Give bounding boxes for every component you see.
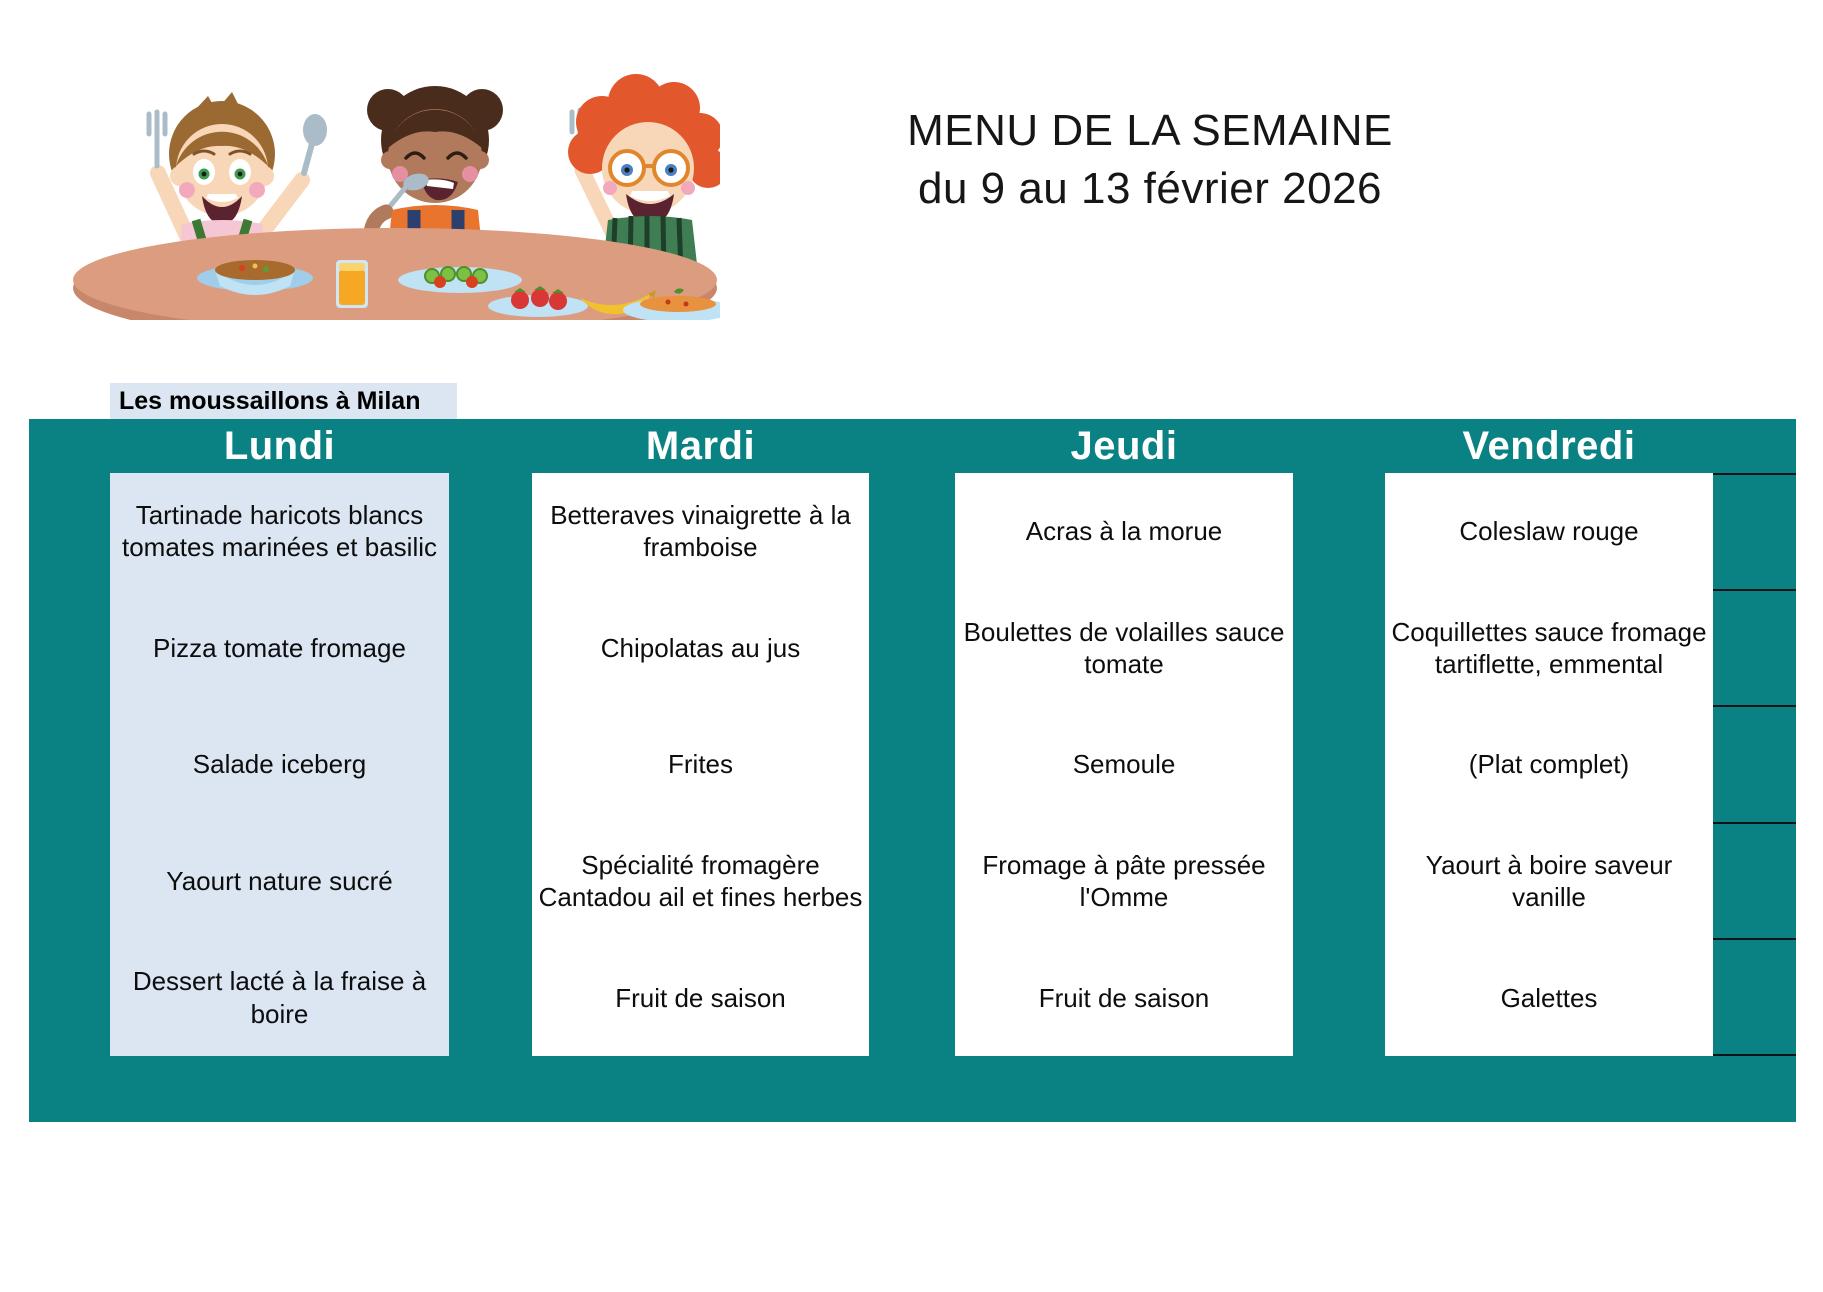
- day-card-mardi: [532, 473, 869, 1056]
- menu-item: Semoule: [1072, 749, 1176, 780]
- menu-item: Salade iceberg: [192, 749, 367, 780]
- menu-item: Betteraves vinaigrette à la framboise: [550, 500, 851, 563]
- menu-item: Fruit de saison: [615, 982, 786, 1013]
- menu-item: Tartinade haricots blancs tomates marinées et basilic: [121, 500, 438, 563]
- menu-item: Acras à la morue: [1025, 516, 1223, 547]
- day-card-vendredi: [1385, 473, 1713, 1056]
- menu-item: Yaourt nature sucré: [166, 865, 393, 896]
- side-row-cell: [1713, 473, 1796, 589]
- day-card-jeudi: [955, 473, 1293, 1056]
- day-header-vendredi: Vendredi: [1462, 423, 1636, 468]
- children-eating-illustration: [70, 48, 720, 320]
- side-row-cell: [1713, 589, 1796, 705]
- menu-item: Dessert lacté à la fraise à boire: [132, 966, 427, 1029]
- side-row-cell: [1713, 822, 1796, 938]
- page-title: [880, 102, 1420, 218]
- menu-item: Coquillettes sauce fromage tartiflette, emmental: [1391, 616, 1707, 679]
- menu-item: Boulettes de volailles sauce tomate: [963, 616, 1285, 679]
- menu-item: Frites: [668, 749, 733, 780]
- title-line-1: MENU DE LA SEMAINE: [907, 106, 1393, 155]
- title-line-2: du 9 au 13 février 2026: [917, 164, 1383, 214]
- menu-item: Pizza tomate fromage: [153, 632, 406, 663]
- weekly-menu-table: [29, 419, 1796, 1122]
- day-header-mardi: Mardi: [645, 423, 756, 468]
- day-header-jeudi: Jeudi: [1070, 423, 1178, 468]
- menu-item: Fromage à pâte pressée l'Omme: [982, 849, 1266, 913]
- menu-item: Yaourt à boire saveur vanille: [1425, 849, 1673, 913]
- menu-item: Spécialité fromagère Cantadou ail et fines herbes: [538, 849, 863, 913]
- day-header-lundi: Lundi: [223, 423, 336, 468]
- school-label: Les moussaillons à Milan: [110, 383, 457, 420]
- menu-item: Chipolatas au jus: [600, 632, 801, 663]
- menu-item: Coleslaw rouge: [1459, 516, 1639, 547]
- side-row-cell: [1713, 938, 1796, 1054]
- side-row-cell: [1713, 705, 1796, 821]
- menu-item: Galettes: [1500, 982, 1598, 1013]
- menu-item: Fruit de saison: [1038, 982, 1210, 1013]
- day-card-lundi: [110, 473, 449, 1056]
- menu-item: (Plat complet): [1468, 749, 1630, 780]
- side-row-strip: [1713, 473, 1796, 1056]
